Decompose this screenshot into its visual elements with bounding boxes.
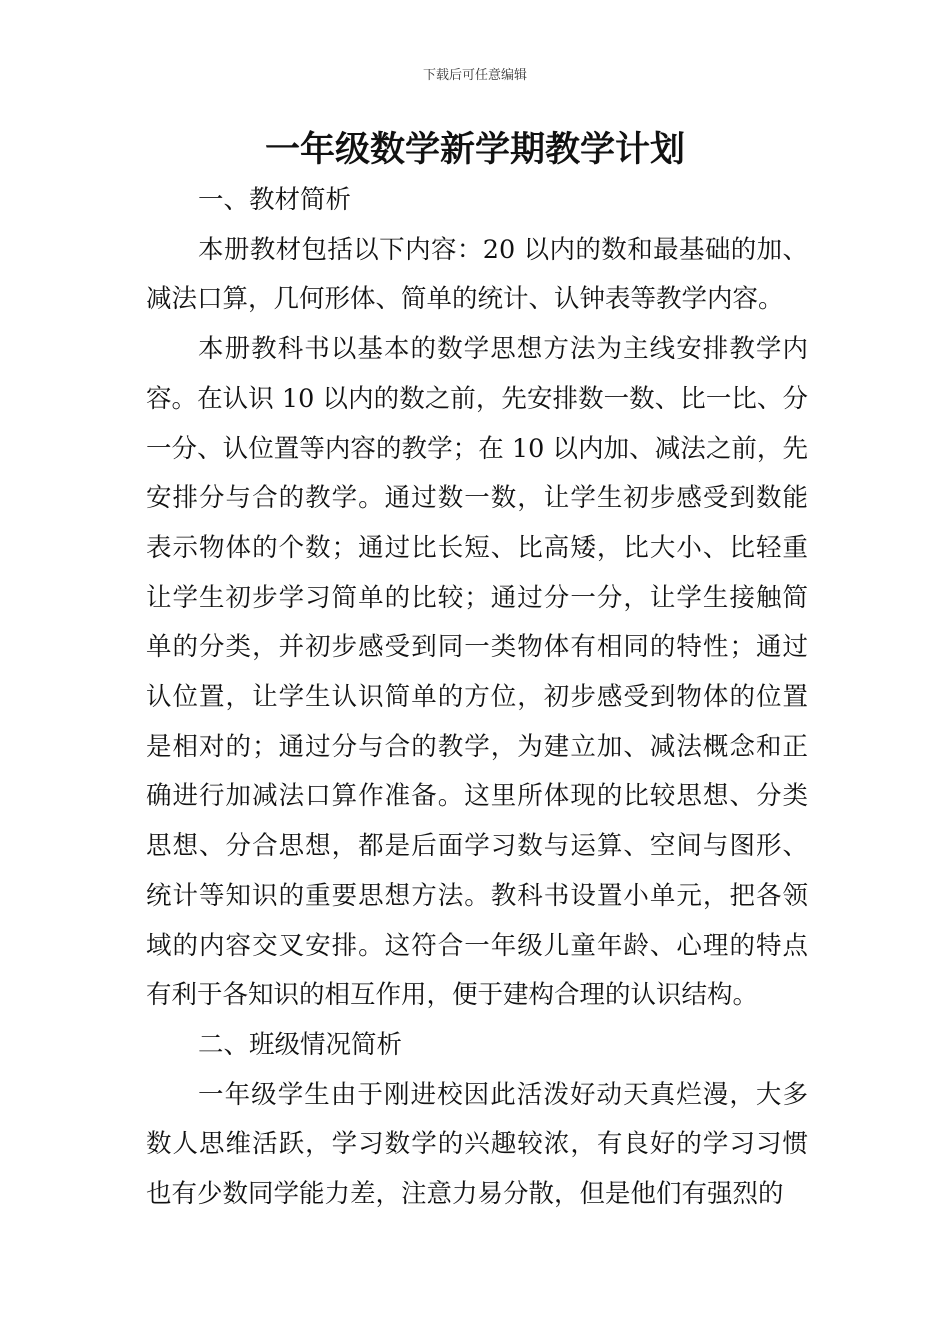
document-title: 一年级数学新学期教学计划: [264, 130, 685, 170]
paragraph-textbook-contents: 本册教材包括以下内容：20 以内的数和最基础的加、减法口算，几何形体、简单的统计、认钟表等教学内容。: [146, 234, 808, 315]
section-heading-class-analysis: 二、班级情况简析: [198, 1029, 403, 1060]
paragraph-textbook-structure: 本册教科书以基本的数学思想方法为主线安排教学内容。在认识 10 以内的数之前，先安排数一数、比一比、分一分、认位置等内容的教学；在 10 以内加、减法之前，先安排分与合的教学。通过数一数，让学生初步感受到数能表示物体的个数；通过比长短、比高矮，比大小、比轻重让学生初步学习简单的比较；通过分一分，让学生接触简单的分类，并初步感受到同一类物体有相同的特性；通过认位置，让学生认识简单的方位，初步感受到物体的位置是相对的；通过分与合的教学，为建立加、减法概念和正确进行加减法口算作准备。这里所体现的比较思想、分类思想、分合思想，都是后面学习数与运算、空间与图形、统计等知识的重要思想方法。教科书设置小单元，把各领域的内容交叉安排。这符合一年级儿童年龄、心理的特点有利于各知识的相互作用，便于建构合理的认识结构。: [146, 334, 808, 1011]
header-note: 下载后可任意编辑: [422, 68, 527, 83]
document-body: [146, 176, 808, 1220]
section-heading-textbook-analysis: 一、教材简析: [198, 185, 352, 215]
paragraph-class-situation: 一年级学生由于刚进校因此活泼好动天真烂漫，大多数人思维活跃，学习数学的兴趣较浓，有良好的学习习惯也有少数同学能力差，注意力易分散，但是他们有强烈的: [146, 1079, 808, 1210]
